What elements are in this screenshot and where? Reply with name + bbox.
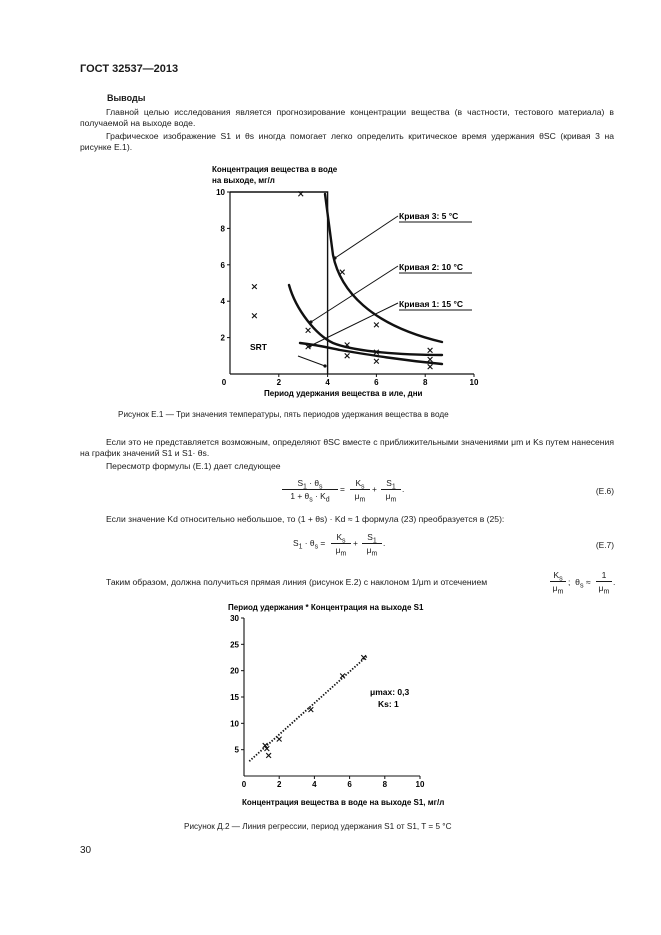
- chart1-annotation-pointer-head: [323, 364, 326, 367]
- chart1-xlabel: Период удержания вещества в иле, дни: [264, 389, 423, 398]
- paragraph-5: Если значение Kd относительно небольшое, то (1 + θs) · Kd ≈ 1 формула (23) преобразуется в (25):: [106, 514, 505, 524]
- chart1-point: [374, 322, 379, 327]
- chart1-point: [374, 359, 379, 364]
- chart1-annotation: Кривая 3: 5 °C: [399, 211, 459, 221]
- chart1-x-tick-label: 4: [325, 378, 330, 387]
- paragraph-4: Пересмотр формулы (Е.1) дает следующее: [106, 461, 281, 471]
- equation-e7: $S_1 \cdot \theta_s$ = $K_s$ $\mu_m$ + $S_1$ $\mu_m$ .: [293, 532, 386, 558]
- figure-e1-chart: [200, 160, 500, 398]
- equation-e7-number: (Е.7): [595, 540, 614, 550]
- chart1-x-tick-label: 10: [469, 378, 479, 387]
- equation-e6-number: (Е.6): [595, 486, 614, 496]
- chart1-y-tick-label: 2: [220, 333, 225, 343]
- chart2-y-tick-label: 20: [230, 666, 239, 676]
- chart1-srt-line: [230, 192, 328, 374]
- paragraph-6: Таким образом, должна получиться прямая линия (рисунок Е.2) с наклоном 1/μm и отсечением $K_s$ $\mu_m$ ; $\theta_s$ ≈ 1 $\mu_m$ .: [106, 570, 616, 596]
- chart1-point: [306, 328, 311, 333]
- chart1-point: [345, 353, 350, 358]
- chart2-point: [308, 707, 313, 712]
- chart2-x-tick-label: 10: [415, 780, 425, 789]
- chart2-regression-line: [249, 656, 367, 761]
- chart2-y-tick-label: 30: [230, 614, 239, 623]
- chart1-point: [428, 364, 433, 369]
- chart1-point: [340, 270, 345, 275]
- figure-e2-chart: [222, 598, 482, 813]
- figure-e2-caption: Рисунок Д.2 — Линия регрессии, период удержания S1 от S1, T = 5 °C: [184, 822, 452, 831]
- chart1-annotation: Кривая 1: 15 °C: [399, 299, 464, 309]
- chart1-annotation-pointer-head: [308, 344, 311, 347]
- section-title: Выводы: [107, 93, 146, 103]
- chart1-ylabel-line2: на выходе, мг/л: [212, 176, 275, 185]
- chart1-x-tick-label: 2: [276, 378, 282, 387]
- chart1-x-tick-label: 8: [422, 378, 428, 387]
- chart2-y-tick-label: 15: [230, 693, 239, 702]
- chart1-y-tick-label: 10: [216, 188, 225, 197]
- chart1-x-tick-label: 6: [374, 378, 379, 387]
- chart1-ylabel-line1: Концентрация вещества в воде: [212, 165, 338, 174]
- paragraph-1: Главной целью исследования является прогнозирование концентрации вещества (в частности, тестового материала) в получаемой на выходе воде.: [80, 107, 614, 128]
- chart1-annotation: Кривая 2: 10 °C: [399, 262, 464, 272]
- standard-header: ГОСТ 32537—2013: [80, 63, 179, 75]
- chart2-x-tick-label: 4: [312, 780, 317, 789]
- chart1-y-tick-label: 8: [220, 224, 225, 234]
- chart1-point: [428, 357, 433, 362]
- paragraph-6-text: Таким образом, должна получиться прямая линия (рисунок Е.2) с наклоном 1/μm и отсечением: [106, 577, 488, 587]
- chart1-point: [252, 284, 257, 289]
- paragraph-3: Если это не представляется возможным, определяют θSC вместе с приближительными значениями μm и Ks путем нанесения на график значений S1 и S1· θs.: [80, 437, 614, 458]
- chart1-annotation-pointer-head: [309, 320, 312, 323]
- chart2-point: [277, 737, 282, 742]
- chart2-point: [266, 753, 271, 758]
- chart1-annotation-pointer: [311, 266, 398, 322]
- chart2-xlabel: Концентрация вещества в воде на выходе S1, мг/л: [242, 798, 445, 807]
- chart2-y-tick-label: 10: [230, 719, 239, 729]
- chart2-x-tick-label: 0: [241, 780, 247, 789]
- chart1-x-tick-label: 0: [221, 378, 227, 387]
- chart1-annotation-pointer: [335, 216, 398, 258]
- figure-e1-caption: Рисунок Е.1 — Три значения температуры, пять периодов удержания вещества в воде: [118, 410, 449, 419]
- chart1-annotation: SRT: [250, 342, 267, 352]
- chart1-annotation-pointer: [310, 303, 398, 346]
- chart1-point: [428, 348, 433, 353]
- chart1-annotation-pointer: [298, 356, 325, 366]
- chart2-y-tick-label: 5: [234, 745, 239, 755]
- chart2-point: [340, 674, 345, 679]
- chart2-annotation-mu: μmax: 0,3: [370, 687, 410, 697]
- chart1-curve-1: [300, 343, 442, 364]
- chart2-annotation-ks: Ks: 1: [378, 699, 399, 709]
- equation-e6: $S_1 \cdot \theta_s$ $1 + \theta_s \cdot K_d$ = $K_s$ $\mu_m$ + $S_1$ $\mu_m$ .: [282, 478, 412, 508]
- chart1-y-tick-label: 4: [220, 297, 225, 307]
- page-number: 30: [80, 845, 92, 856]
- chart1-annotation-pointer-head: [333, 256, 336, 259]
- chart1-y-tick-label: 6: [220, 260, 225, 270]
- chart1-point: [252, 313, 257, 318]
- paragraph-2: Графическое изображение S1 и θs иногда помогает легко определить критическое время удержания θSC (кривая 3 на рисунке Е.1).: [80, 131, 614, 152]
- chart2-y-tick-label: 25: [230, 640, 239, 650]
- chart2-x-tick-label: 2: [276, 780, 282, 789]
- chart2-x-tick-label: 6: [347, 780, 352, 789]
- chart2-ylabel: Период удержания * Концентрация на выходе S1: [228, 603, 424, 612]
- chart2-x-tick-label: 8: [382, 780, 388, 789]
